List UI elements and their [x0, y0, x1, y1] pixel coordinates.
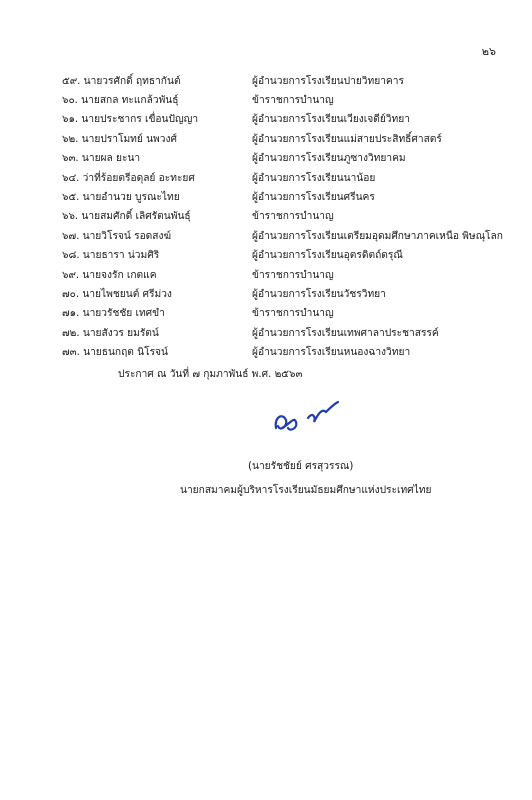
page-number: ๒๖: [481, 45, 496, 58]
member-name: ๖๐. นายสกล ทะแกล้วพันธุ์: [62, 95, 179, 107]
member-name: ๖๔. ว่าที่ร้อยตรีอดุลย์ อะทะยศ: [62, 172, 195, 184]
roster-row: [62, 342, 522, 361]
member-position: ผู้อำนวยการโรงเรียนภูซางวิทยาคม: [252, 153, 406, 165]
member-name: ๖๗. นายวิโรจน์ รอดสงฆ์: [62, 230, 172, 242]
member-position: ผู้อำนวยการโรงเรียนนาน้อย: [252, 172, 376, 184]
member-name: ๖๘. นายธารา น่วมศิริ: [62, 250, 160, 262]
roster-row: [62, 149, 522, 168]
member-position: ผู้อำนวยการโรงเรียนเทพศาลาประชาสรรค์: [252, 327, 439, 339]
member-name: ๖๓. นายผล ยะนา: [62, 153, 141, 165]
roster-row: [62, 323, 522, 342]
member-name: ๗๑. นายวรัชชัย เทศขำ: [62, 308, 165, 320]
member-position: ข้าราชการบำนาญ: [252, 211, 334, 223]
member-position: ผู้อำนวยการโรงเรียนวัชรวิทยา: [252, 288, 386, 300]
signature-image: [268, 398, 348, 438]
roster-row: [62, 71, 522, 90]
roster-row: [62, 110, 522, 129]
member-position: ข้าราชการบำนาญ: [252, 95, 334, 107]
roster-row: [62, 168, 522, 187]
roster-row: [62, 246, 522, 265]
member-position: ผู้อำนวยการโรงเรียนศรีนคร: [252, 192, 375, 204]
member-name: ๗๐. นายไพชยนต์ ศรีม่วง: [62, 288, 172, 300]
roster-row: [62, 187, 522, 206]
roster-row: [62, 304, 522, 323]
member-position: ผู้อำนวยการโรงเรียนหนองฉางวิทยา: [252, 347, 411, 359]
member-roster: [62, 71, 522, 362]
signer-title: นายกสมาคมผู้บริหารโรงเรียนมัธยมศึกษาแห่งประเทศไทย: [180, 485, 432, 496]
member-position: ผู้อำนวยการโรงเรียนเตรียมอุดมศึกษาภาคเหนือ พิษณุโลก: [252, 230, 503, 242]
roster-row: [62, 265, 522, 284]
member-name: ๖๙. นายจงรัก เกตแค: [62, 269, 157, 281]
member-position: ข้าราชการบำนาญ: [252, 308, 334, 320]
member-position: ผู้อำนวยการโรงเรียนอุตรดิตถ์ดรุณี: [252, 250, 403, 262]
member-name: ๖๕. นายอำนวย บูรณะไทย: [62, 192, 180, 204]
member-position: ข้าราชการบำนาญ: [252, 269, 334, 281]
roster-row: [62, 90, 522, 109]
member-name: ๗๓. นายธนกฤต นิโรจน์: [62, 347, 168, 359]
roster-row: [62, 129, 522, 148]
roster-row: [62, 207, 522, 226]
member-name: ๖๖. นายสมศักดิ์ เลิศรัตนพันธุ์: [62, 211, 191, 223]
roster-row: [62, 226, 522, 245]
roster-row: [62, 284, 522, 303]
member-name: ๖๒. นายปราโมทย์ นพวงศ์: [62, 133, 177, 145]
member-position: ผู้อำนวยการโรงเรียนปายวิทยาคาร: [252, 75, 404, 87]
member-name: ๖๑. นายประชากร เขื่อนปัญญา: [62, 114, 199, 126]
member-position: ผู้อำนวยการโรงเรียนเวียงเจดีย์วิทยา: [252, 114, 410, 126]
member-name: ๗๒. นายสังวร ยมรัตน์: [62, 327, 159, 339]
announcement-date: ประกาศ ณ วันที่ ๗ กุมภาพันธ์ พ.ศ. ๒๕๖๓: [118, 369, 303, 380]
signer-name: (นายรัชชัยย์ ศรสุวรรณ): [248, 461, 354, 472]
member-position: ผู้อำนวยการโรงเรียนแม่สายประสิทธิ์ศาสตร์: [252, 133, 442, 145]
member-name: ๕๙. นายวรศักดิ์ ฤทธากันต์: [62, 75, 181, 87]
